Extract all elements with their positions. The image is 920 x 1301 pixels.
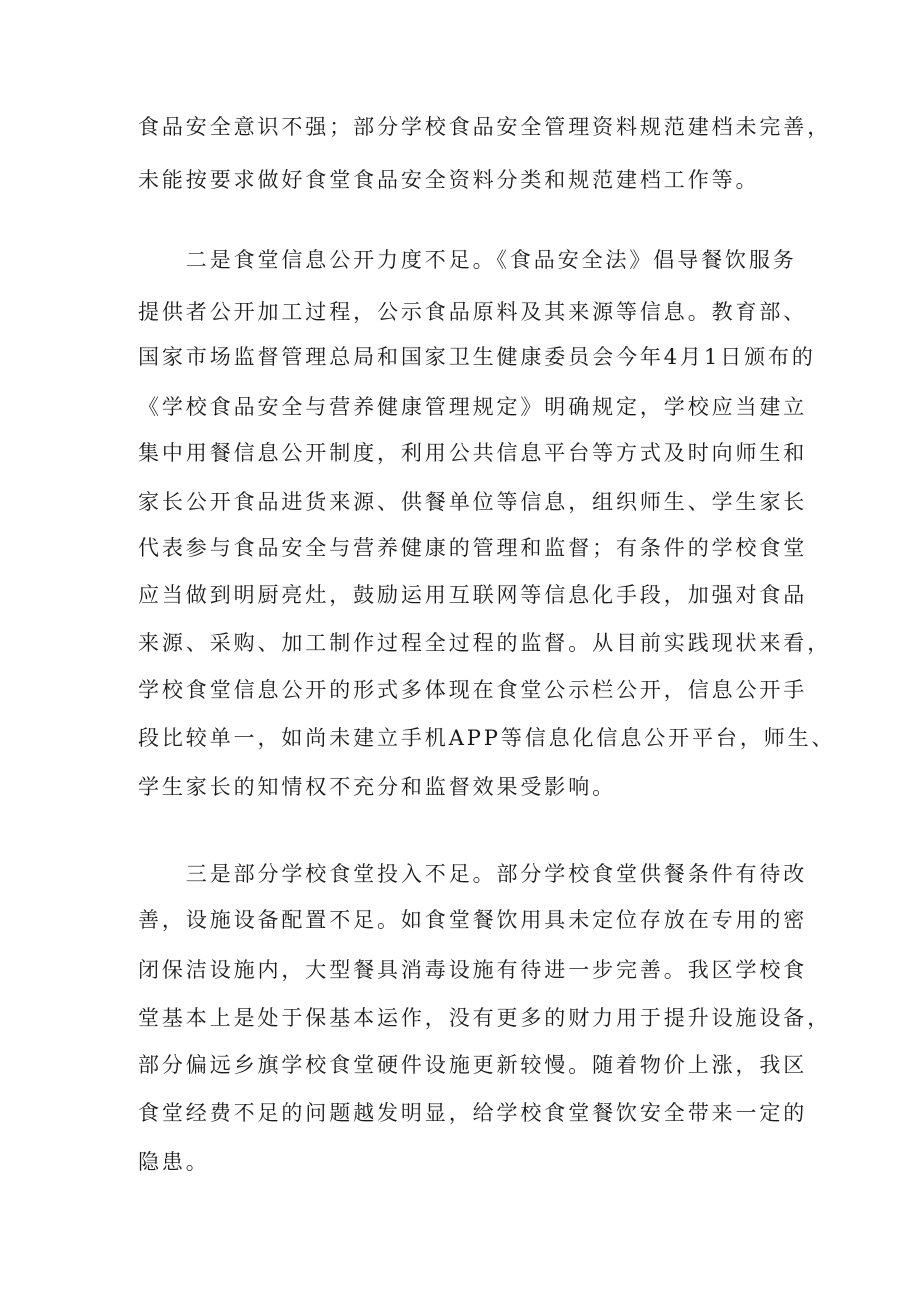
text-line: 《学校食品安全与营养健康管理规定》明确规定，学校应当建立 — [138, 395, 808, 419]
text-line: 集中用餐信息公开制度，利用公共信息平台等方式及时向师生和 — [138, 441, 808, 465]
text-line: 代表参与食品安全与营养健康的管理和监督；有条件的学校食堂 — [138, 536, 808, 560]
text-line: 国家市场监督管理总局和国家卫生健康委员会今年4月1日颁布的 — [138, 345, 816, 369]
text-line: 学校食堂信息公开的形式多体现在食堂公示栏公开，信息公开手 — [138, 678, 808, 702]
text-line: 提供者公开加工过程，公示食品原料及其来源等信息。教育部、 — [138, 300, 808, 324]
text-line: 段比较单一，如尚未建立手机APP等信息化信息公开平台，师生、 — [138, 726, 836, 750]
text-line: 隐患。 — [138, 1150, 210, 1174]
text-line: 堂基本上是处于保基本运作，没有更多的财力用于提升设施设备， — [138, 1006, 832, 1030]
text-line: 二是食堂信息公开力度不足。《食品安全法》倡导餐饮服务 — [138, 248, 797, 272]
text-line: 部分偏远乡旗学校食堂硬件设施更新较慢。随着物价上涨，我区 — [138, 1053, 808, 1077]
text-line: 食堂经费不足的问题越发明显，给学校食堂餐饮安全带来一定的 — [138, 1101, 808, 1125]
text-line: 应当做到明厨亮灶，鼓励运用互联网等信息化手段，加强对食品 — [138, 583, 808, 607]
text-line: 未能按要求做好食堂食品安全资料分类和规范建档工作等。 — [138, 168, 760, 192]
text-line: 学生家长的知情权不充分和监督效果受影响。 — [138, 775, 616, 799]
text-line: 来源、采购、加工制作过程全过程的监督。从目前实践现状来看， — [138, 631, 832, 655]
text-line: 家长公开食品进货来源、供餐单位等信息，组织师生、学生家长 — [138, 490, 808, 514]
text-line: 闭保洁设施内，大型餐具消毒设施有待进一步完善。我区学校食 — [138, 958, 808, 982]
text-line: 三是部分学校食堂投入不足。部分学校食堂供餐条件有待改 — [138, 862, 808, 886]
text-line: 食品安全意识不强；部分学校食品安全管理资料规范建档未完善， — [138, 115, 832, 139]
text-line: 善，设施设备配置不足。如食堂餐饮用具未定位存放在专用的密 — [138, 908, 808, 932]
